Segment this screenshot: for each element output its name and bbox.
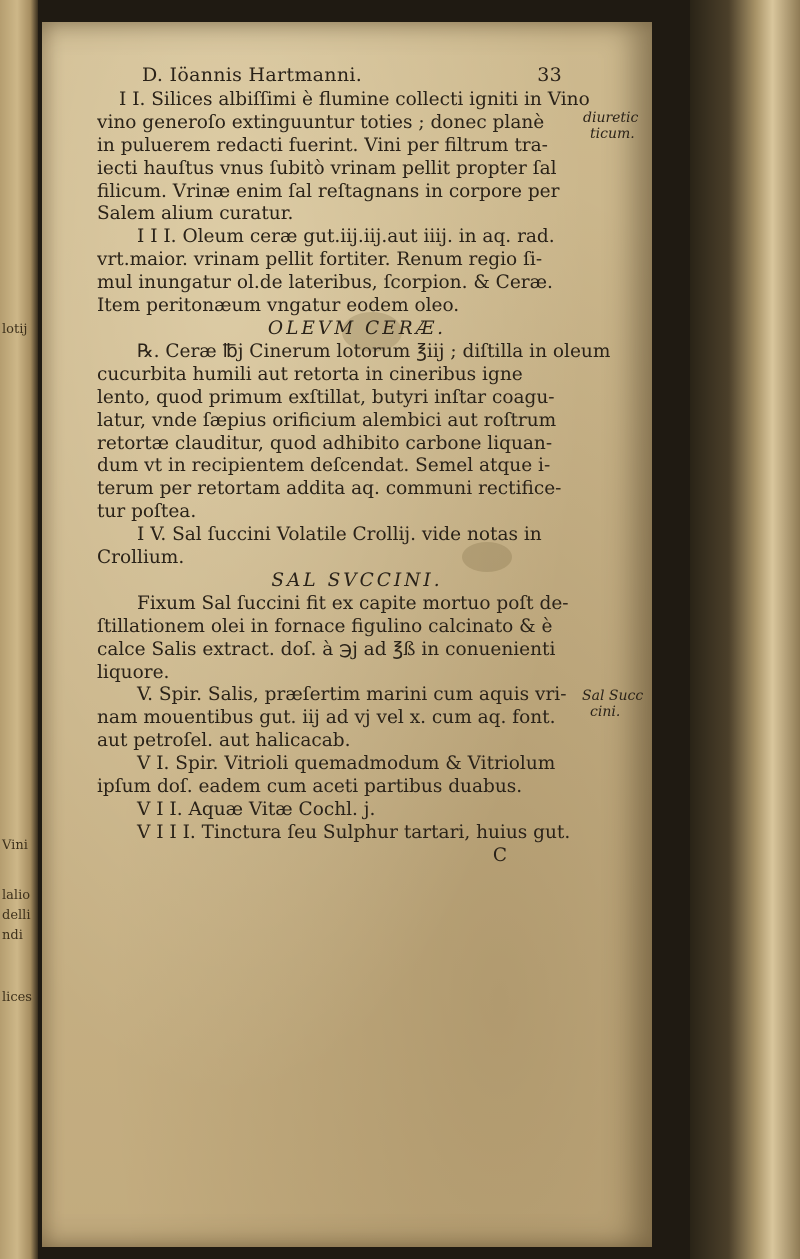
previous-page-edge <box>0 0 38 1259</box>
text-line: Item peritonæum vngatur eodem oleo. <box>97 295 460 317</box>
left-margin-fragment: lotij <box>2 322 28 337</box>
book-page <box>42 22 652 1247</box>
text-line: vrt.maior. vrinam pellit fortiter. Renum regio ſi- <box>97 249 543 271</box>
left-margin-fragment: ndi <box>2 928 23 943</box>
text-line: lento, quod primum exſtillat, butyri inſtar coagu- <box>97 386 555 408</box>
margin-note: Sal Succ <box>582 688 644 704</box>
page-text <box>97 64 617 868</box>
margin-note: ticum. <box>590 126 635 142</box>
text-line: V I I. Aquæ Vitæ Cochl. j. <box>137 799 376 820</box>
text-line: tur poſtea. <box>97 501 197 523</box>
text-line: vino generoſo extinguuntur toties ; donec planè <box>97 111 545 133</box>
text-line: I V. Sal ſuccini Volatile Crollij. vide notas in <box>137 524 542 546</box>
text-line: terum per retortam addita aq. communi rectifice- <box>97 478 562 500</box>
page-number: 33 <box>537 64 562 86</box>
header-title: D. Iöannis Hartmanni. <box>142 64 363 86</box>
left-margin-fragment: delli <box>2 908 31 923</box>
text-line: V I I I. Tinctura ſeu Sulphur tartari, huius gut. <box>137 821 571 843</box>
catchword: C <box>492 844 507 866</box>
book-fore-edge <box>690 0 800 1259</box>
margin-note: cini. <box>590 704 621 720</box>
text-line: iecti hauſtus vnus ſubitò vrinam pellit propter ſal <box>97 157 557 179</box>
text-line: mul inungatur ol.de lateribus, ſcorpion. & Ceræ. <box>97 272 553 294</box>
text-line: ℞. Ceræ ℔j Cinerum lotorum ℥iij ; diſtilla in oleum <box>137 340 611 362</box>
text-line: I I. Silices albiſſimi è flumine collecti igniti in Vino <box>119 88 590 110</box>
text-line: in puluerem redacti fuerint. Vini per filtrum tra- <box>97 134 548 156</box>
section-heading: SAL SVCCINI. <box>271 569 443 591</box>
text-line: I I I. Oleum ceræ gut.iij.iij.aut iiij. in aq. rad. <box>137 226 555 248</box>
text-line: V. Spir. Salis, præſertim marini cum aquis vri- <box>137 684 567 706</box>
text-line: Salem alium curatur. <box>97 203 294 225</box>
text-line: calce Salis extract. doſ. à ℈j ad ℥ß in conuenienti <box>97 638 556 660</box>
text-line: dum vt in recipientem deſcendat. Semel atque i- <box>97 455 551 477</box>
margin-note: diuretic <box>583 110 639 126</box>
text-line: V I. Spir. Vitrioli quemadmodum & Vitriolum <box>137 753 556 775</box>
running-header <box>142 64 562 87</box>
text-line: Fixum Sal ſuccini fit ex capite mortuo poſt de- <box>137 592 569 614</box>
left-margin-fragment: lices <box>2 990 32 1005</box>
text-line: cucurbita humili aut retorta in cineribus igne <box>97 363 523 385</box>
text-line: liquore. <box>97 661 170 683</box>
text-line: latur, vnde ſæpius orificium alembici aut roſtrum <box>97 409 557 431</box>
text-line: aut petroſel. aut halicacab. <box>97 730 351 752</box>
text-line: retortæ clauditur, quod adhibito carbone liquan- <box>97 432 553 454</box>
left-margin-fragment: Vini <box>2 838 28 853</box>
section-heading: OLEVM CERÆ. <box>267 317 447 339</box>
text-line: filicum. Vrinæ enim ſal reſtagnans in corpore per <box>97 180 560 202</box>
text-line: nam mouentibus gut. iij ad vj vel x. cum aq. font. <box>97 707 556 729</box>
left-margin-fragment: lalio <box>2 888 31 903</box>
text-line: Crollium. <box>97 547 185 569</box>
text-line: ſtillationem olei in fornace figulino calcinato & è <box>97 615 553 637</box>
text-line: ipſum doſ. eadem cum aceti partibus duabus. <box>97 776 523 798</box>
